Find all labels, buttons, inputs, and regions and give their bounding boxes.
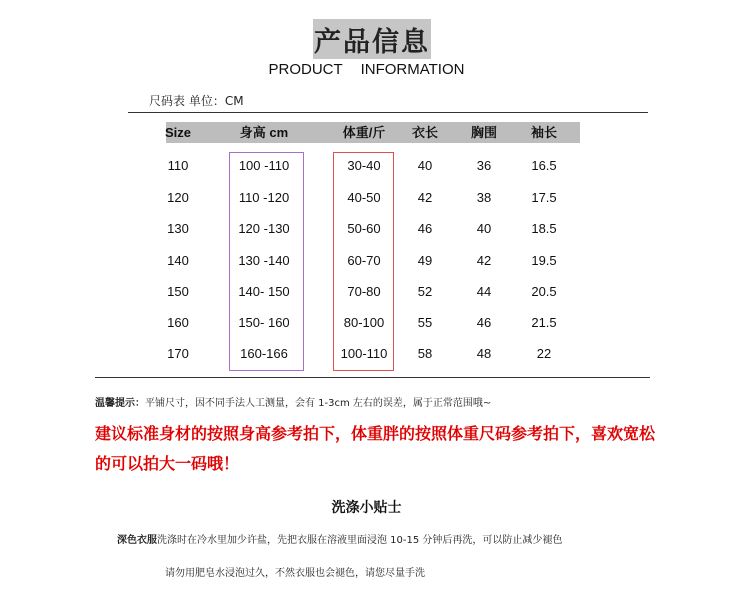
- table-cell: 40: [417, 158, 433, 173]
- table-cell: 170: [167, 346, 189, 361]
- table-header-cell: 胸围: [470, 125, 497, 140]
- table-cell: 58: [417, 346, 433, 361]
- table-cell: 48: [476, 346, 492, 361]
- table-cell: 30-40: [347, 158, 381, 173]
- size-chart-unit-label: 尺码表 单位：CM: [149, 94, 244, 108]
- table-cell: 42: [476, 253, 492, 268]
- table-cell: 19.5: [531, 253, 557, 268]
- tip-note: [95, 394, 491, 409]
- table-header-cell: 衣长: [411, 125, 438, 140]
- table-cell: 100 -110: [238, 158, 290, 173]
- bottom-divider: [95, 377, 650, 378]
- table-cell: 46: [476, 315, 492, 330]
- table-cell: 40-50: [347, 190, 381, 205]
- table-cell: 160: [167, 315, 189, 330]
- table-cell: 55: [417, 315, 433, 330]
- height-column-box: [229, 152, 304, 371]
- table-cell: 36: [476, 158, 492, 173]
- tip-text: 平铺尺寸，因不同手法人工测量，会有 1-3cm 左右的误差，属于正常范围哦~: [145, 398, 492, 409]
- table-cell: 42: [417, 190, 433, 205]
- table-cell: 130: [167, 221, 189, 236]
- table-cell: 110 -120: [238, 190, 290, 205]
- table-cell: 80-100: [343, 315, 385, 330]
- table-cell: 52: [417, 284, 433, 299]
- table-cell: 17.5: [531, 190, 557, 205]
- wash-tip-line-1: [117, 531, 562, 546]
- table-cell: 22: [536, 346, 552, 361]
- tip-label: 温馨提示：: [95, 398, 145, 409]
- page-title: 产品信息: [314, 26, 430, 58]
- table-header-cell: Size: [164, 125, 191, 140]
- wash-tip-bold: 深色衣服: [117, 535, 157, 546]
- table-header-cell: 身高 cm: [239, 125, 289, 140]
- table-cell: 18.5: [531, 221, 557, 236]
- table-cell: 38: [476, 190, 492, 205]
- table-cell: 140- 150: [238, 284, 290, 299]
- wash-tips-title: 洗涤小贴士: [331, 500, 402, 516]
- table-cell: 16.5: [531, 158, 557, 173]
- table-cell: 20.5: [531, 284, 557, 299]
- table-cell: 130 -140: [238, 253, 290, 268]
- table-cell: 140: [167, 253, 189, 268]
- table-cell: 150: [167, 284, 189, 299]
- table-cell: 110: [167, 158, 189, 173]
- table-header-cell: 体重/斤: [342, 125, 386, 140]
- size-advice-warning: 建议标准身材的按照身高参考拍下，体重胖的按照体重尺码参考拍下，喜欢宽松的可以拍大一码哦！: [95, 424, 656, 473]
- table-cell: 50-60: [347, 221, 381, 236]
- table-cell: 160-166: [240, 346, 288, 361]
- page-subtitle: PRODUCT INFORMATION: [268, 61, 465, 78]
- wash-tip-text: 洗涤时在冷水里加少许盐，先把衣服在溶液里面浸泡 10-15 分钟后再洗，可以防止减少褪色: [157, 535, 563, 546]
- table-cell: 21.5: [531, 315, 557, 330]
- table-cell: 70-80: [347, 284, 381, 299]
- page-title-box: [313, 19, 431, 59]
- table-header-cell: 袖长: [530, 125, 557, 140]
- table-cell: 49: [417, 253, 433, 268]
- table-cell: 44: [476, 284, 492, 299]
- table-cell: 40: [476, 221, 492, 236]
- table-cell: 150- 160: [238, 315, 290, 330]
- table-cell: 46: [417, 221, 433, 236]
- table-cell: 120 -130: [238, 221, 290, 236]
- table-cell: 120: [167, 190, 189, 205]
- wash-tip-line-2: 请勿用肥皂水浸泡过久，不然衣服也会褪色，请您尽量手洗: [165, 568, 425, 579]
- weight-column-box: [333, 152, 394, 371]
- top-divider: [128, 112, 648, 113]
- table-cell: 100-110: [340, 346, 388, 361]
- table-cell: 60-70: [347, 253, 381, 268]
